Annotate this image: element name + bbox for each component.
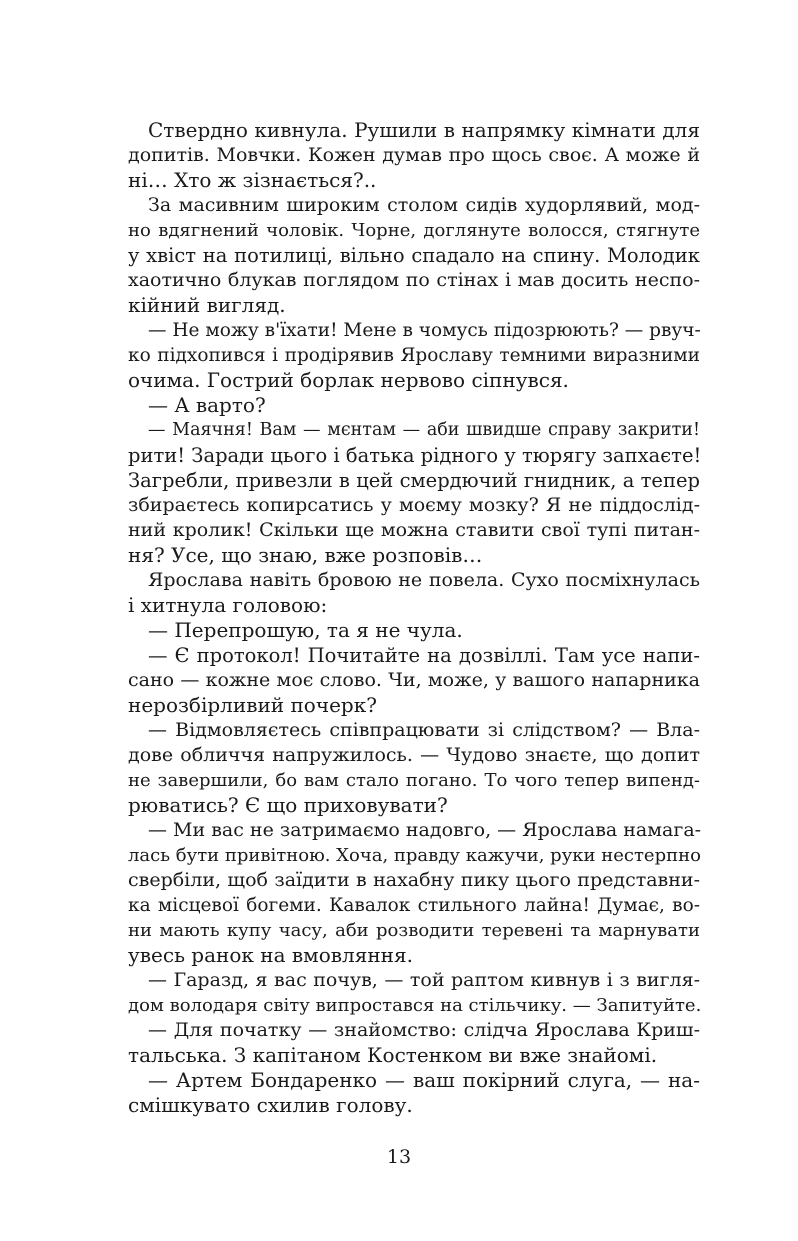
text-line: допитів. Мовчки. Кожен думав про щось своє. А може й [128, 144, 700, 166]
text-line: — Для початку — знайомство: слідча Ярослава Криш- [148, 1019, 700, 1041]
text-line: дове обличчя напружилось. — Чудово знаєте, що допит [128, 744, 700, 766]
text-line: Ствердно кивнула. Рушили в напрямку кімнати для [148, 118, 700, 142]
text-line: ка місцевої богеми. Кавалок стильного лайна! Думає, во- [128, 895, 700, 916]
text-line: но вдягнений чоловік. Чорне, доглянуте волосся, стягнуте [128, 220, 700, 241]
text-line: у хвіст на потилиці, вільно спадало на спину. Молодик [128, 244, 700, 267]
text-line: — Гаразд, я вас почув, — той раптом кивнув і з вигля- [148, 969, 700, 991]
text-line: — Артем Бондаренко — ваш покірний слуга, — на- [148, 1068, 700, 1092]
text-line: сано — кожне моє слово. Чи, може, у вашого напарника [128, 669, 700, 691]
text-line: — Є протокол! Почитайте на дозвіллі. Там усе напи- [148, 644, 700, 667]
body-text [128, 118, 700, 1118]
text-line: лась бути привітною. Хоча, правду кажучи, руки нестерпно [128, 845, 701, 866]
text-line: — Перепрошую, та я не чула. [148, 618, 463, 642]
text-line: очима. Гострий борлак нервово сіпнувся. [128, 368, 569, 392]
text-line: Загребли, привезли в цей смердючий гнидник, а тепер [128, 469, 700, 492]
text-line: ня? Усе, що знаю, вже розповів… [128, 543, 483, 567]
text-line: рити! Заради цього і батька рідного у тюрягу запхаєте! [128, 444, 702, 467]
text-line: — А варто? [148, 393, 266, 417]
text-line: — Не можу в'їхати! Мене в чомусь підозрюють? — рвуч- [148, 320, 701, 341]
text-line: ні… Хто ж зізнається?.. [128, 168, 377, 192]
text-line: За масивним широким столом сидів худорлявий, мод- [148, 194, 700, 216]
page-number: 13 [386, 1146, 412, 1168]
text-line: кійний вигляд. [128, 293, 286, 317]
text-line: і хитнула головою: [128, 593, 328, 617]
text-line: ни мають купу часу, аби розводити теревені та марнувати [128, 920, 700, 941]
text-line: увесь ранок на вмовляння. [128, 943, 413, 967]
text-line: не завершили, бо вам стало погано. То чого тепер випенд- [128, 770, 700, 791]
text-line: свербіли, щоб заїдити в нахабну пику цього представни- [128, 869, 700, 891]
text-line: нерозбірливий почерк? [128, 693, 377, 717]
text-line: тальська. З капітаном Костенком ви вже знайомі. [128, 1043, 658, 1067]
text-line: дом володаря світу випростався на стільчику. — Запитуйте. [128, 995, 702, 1016]
text-line: ко підхопився і продірявив Ярославу темними виразними [128, 345, 700, 366]
text-line: — Відмовляєтесь співпрацювати зі слідством? — Вла- [148, 719, 700, 741]
text-line: — Маячня! Вам — мєнтам — аби швидше справу закрити! [148, 420, 700, 440]
text-line: — Ми вас не затримаємо надовго, — Ярослава намага- [148, 819, 702, 841]
text-line: смішкувато схилив голову. [128, 1093, 413, 1117]
text-line: ний кролик! Скільки ще можна ставити свої тупі питан- [128, 519, 700, 541]
text-line: рюватись? Є що приховувати? [128, 793, 448, 817]
text-line: Ярослава навіть бровою не повела. Сухо посміхнулась [148, 569, 700, 591]
text-line: хаотично блукав поглядом по стінах і мав досить неспо- [128, 269, 700, 291]
text-line: збираєтесь копирсатись у моєму мозку? Я не піддослід- [128, 494, 700, 516]
